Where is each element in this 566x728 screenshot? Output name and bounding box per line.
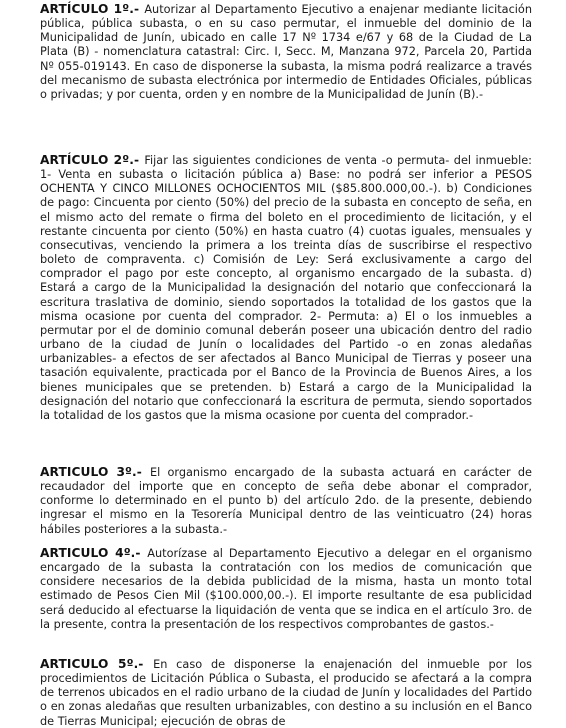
articulo-2-heading: ARTÍCULO 2º.-	[40, 153, 145, 167]
articulo-2	[40, 153, 532, 423]
articulo-1-text: Autorizar al Departamento Ejecutivo a enajenar mediante licitación pública, pública subasta, o en su caso permutar, el inmueble del dominio de la Municipalidad de Junín, ubicado en calle 17 Nº 1734 e/67 y 68 de la Ciudad de La Plata (B) - nomenclatura catastral: Circ. I, Secc. M, Manzana 972, Parcela 20, Partida Nº 055-019143. En caso de disponerse la subasta, la misma podrá realizarce a través del mecanismo de subasta electrónica por intermedio de Entidades Oficiales, públicas o privadas; y por cuenta, orden y en nombre de la Municipalidad de Junín (B).-	[40, 3, 533, 101]
articulo-4-text: Autorízase al Departamento Ejecutivo a delegar en el organismo encargado de la subasta la contratación con los medios de comunicación que considere necesarios de la debida publicidad de la misma, hasta un monto total estimado de Pesos Cien Mil ($100.000,00.-). El importe resultante de esa publicidad será deducido al efectuarse la liquidación de venta que se indica en el artículo 3ro. de la presente, contra la presentación de los respectivos comprobantes de gastos.-	[40, 547, 532, 631]
articulo-5-heading: ARTICULO 5º.-	[40, 657, 154, 671]
articulo-2-text: Fijar las siguientes condiciones de venta -o permuta- del inmueble: 1- Venta en subasta o licitación pública a) Base: no podrá ser inferior a PESOS OCHENTA Y CINCO MILLONES OCHOCIENTOS MIL ($85.800.000,00.-). b) Condiciones de pago: Cincuenta por ciento (50%) del precio de la subasta en concepto de seña, en el mismo acto del remate o firma del boleto en el procedimiento de licitación, y el restante cincuenta por ciento (50%) en hasta cuatro (4) cuotas iguales, mensuales y consecutivas, venciendo la primera a los treinta días de suscribirse el respectivo boleto de compraventa. c) Comisión de Ley: Será exclusivamente a cargo del comprador el pago por este concepto, al organismo encargado de la subasta. d) Estará a cargo de la Municipalidad la designación del notario que confeccionará la escritura traslativa de dominio, siendo soportados la totalidad de los gastos que la misma ocasione por cuenta del comprador. 2- Permuta: a) El o los inmuebles a permutar por el de dominio comunal deberán poseer una ubicación dentro del radio urbano de la ciudad de Junín o localidades del Partido -o en zonas aledañas urbanizables- a efectos de ser afectados al Banco Municipal de Tierras y poseer una tasación equivalente, practicada por el Banco de la Provincia de Buenos Aires, a los bienes municipales que se pretenden. b) Estará a cargo de la Municipalidad la designación del notario que confeccionará la escritura de permuta, siendo soportados la totalidad de los gastos que la misma ocasione por cuenta del comprador.-	[40, 154, 532, 422]
articulo-4-heading: ARTICULO 4º.-	[40, 546, 148, 560]
articulo-3	[40, 465, 532, 537]
articulo-1	[40, 2, 532, 102]
articulo-4	[40, 546, 532, 632]
articulo-5	[40, 657, 532, 728]
articulo-3-text: El organismo encargado de la subasta actuará en carácter de recaudador del importe que en concepto de seña debe abonar el comprador, conforme lo determinado en el punto b) del artículo 2do. de la presente, debiendo ingresar el mismo en la Tesorería Municipal dentro de las veinticuatro (24) horas hábiles posteriores a la subasta.-	[40, 466, 532, 536]
articulo-3-heading: ARTICULO 3º.-	[40, 465, 150, 479]
articulo-1-heading: ARTÍCULO 1º.-	[40, 2, 145, 16]
articulo-5-text: En caso de disponerse la enajenación del inmueble por los procedimientos de Licitación Pública o Subasta, el producido se afectará a la compra de terrenos ubicados en el radio urbano de la ciudad de Junín y localidades del Partido o en zonas aledañas que resulten urbanizables, con destino a su inclusión en el Banco de Tierras Municipal; ejecución de obras de	[40, 658, 533, 728]
